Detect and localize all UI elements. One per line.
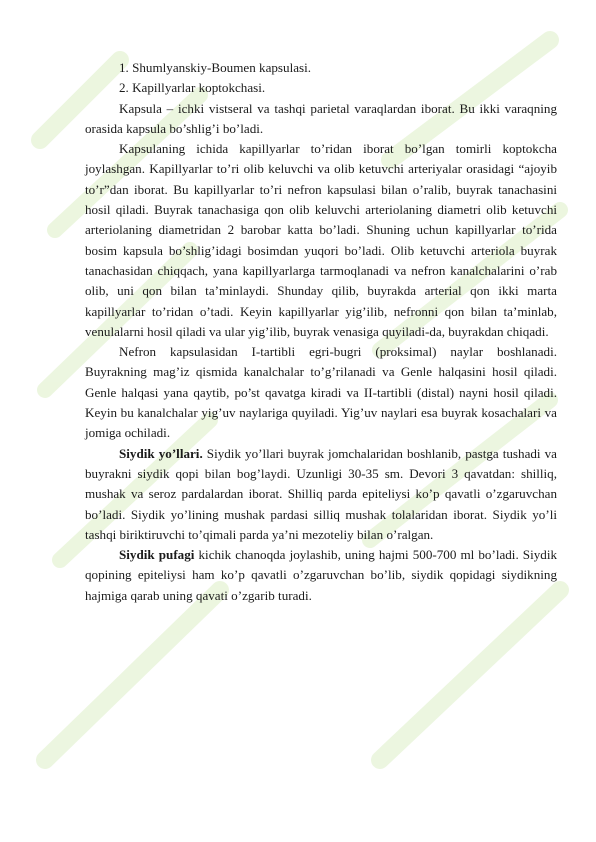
heading-bladder: Siydik pufagi (119, 547, 195, 563)
watermark-right-stroke (380, 590, 560, 760)
heading-ureter: Siydik yo’llari. (119, 445, 203, 461)
paragraph-nephron-tubules: Nefron kapsulasidan I-tartibli egri-bugri (proksimal) naylar boshlanadi. Buyrakning mag’iz qismida kanalchalar to’g’rilanadi va Genle halqasini hosil qiladi. Genle halqasi yana qaytib, po’st qavatga kiradi va II-tartibli (distal) nayni hosil qiladi. Keyin bu kanalchalar yig’uv naylariga quyiladi. Yig’uv naylari esa buyrak kosachalari va jomiga ochiladi. (85, 344, 557, 441)
paragraph-list-item-2: 2. Kapillyarlar koptokchasi. (119, 80, 266, 96)
document-body (85, 58, 557, 606)
paragraph-bladder: Siydik pufagi kichik chanoqda joylashib, uning hajmi 500-700 ml bo’ladi. Siydik qopining epiteliysi ham ko’p qavatli o’zgaruvchan bo’lib, siydik qopidagi siydikning hajmiga qarab uning qavati o’zgarib turadi. (85, 547, 558, 603)
paragraph-capsule: Kapsula – ichki vistseral va tashqi parietal varaqlardan iborat. Bu ikki varaqning orasida kapsula bo’shlig’i bo’ladi. (85, 100, 557, 136)
paragraph-ureter: Siydik yo’llari. Siydik yo’llari buyrak jomchalaridan boshlanib, pastga tushadi va buyrakni siydik qopi bilan bog’laydi. Uzunligi 30-35 sm. Devori 3 qavatdan: shilliq, mushak va seroz pardalardan iborat. Shilliq parda epiteliysi ko’p qavatli o’zgaruvchan bo’ladi. Siydik yo’lining mushak pardasi silliq mushak tolalaridan iborat. Siydik yo’li tashqi biriktiruvchi to’qimali parda ya’ni mezoteliy bilan o’ralgan. (85, 445, 557, 542)
watermark-left-stroke (45, 590, 220, 760)
paragraph-list-item-1: 1. Shumlyanskiy-Boumen kapsulasi. (119, 60, 312, 75)
paragraph-glomerulus: Kapsulaning ichida kapillyarlar to’ridan iborat bo’lgan tomirli koptokcha joylashgan. Kapillyarlar to’ri olib keluvchi va olib ketuvchi arteriyalar orasidagi “ajoyib to’r”dan iborat. Bu kapillyarlar to’ri nefron kapsulasi bilan o’ralib, buyrak tanachasini hosil qiladi. Buyrak tanachasiga qon olib keluvchi arteriolaning diametri olib ketuvchi arteriolaning diametridan 2 barobar katta bo’ladi. Shuning uchun kapillyarlar to’rida bosim kapsula bo’shlig’idagi bosimdan yuqori bo’ladi. Olib ketuvchi arteriola buyrak tanachasidan chiqqach, yana kapillyarlarga tarmoqlanadi va nefron kanalchalarini o’rab olib, uni qon bilan ta’minlaydi. Shunday qilib, buyrakda arterial qon ikki marta kapillyarlar to’ridan o’tadi. Keyin kapillyarlar yig’ilib, nefronni qon bilan ta’minlab, venulalarni hosil qiladi va ular yig’ilib, buyrak venasiga quyiladi-da, buyrakdan chiqadi. (85, 141, 557, 339)
